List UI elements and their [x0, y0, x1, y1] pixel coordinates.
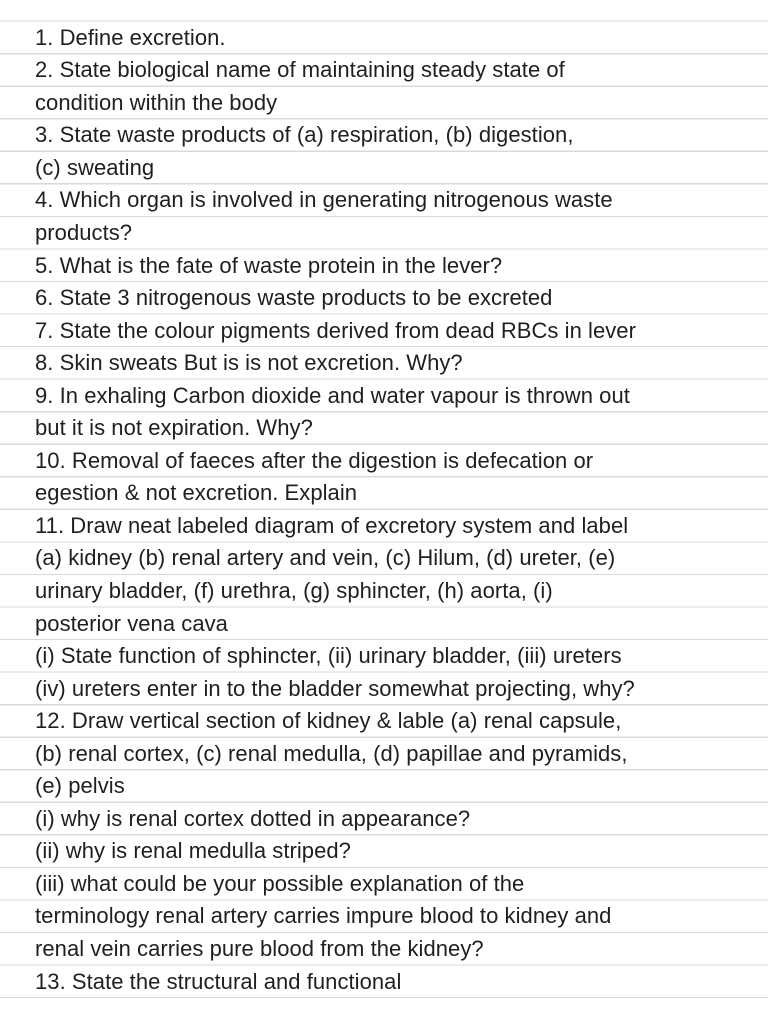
text-line: 11. Draw neat labeled diagram of excretory system and label [35, 512, 629, 538]
text-line: (e) pelvis [35, 773, 125, 799]
text-line: 6. State 3 nitrogenous waste products to be excreted [35, 285, 553, 311]
text-line: renal vein carries pure blood from the kidney? [35, 936, 484, 961]
text-line: 12. Draw vertical section of kidney & lable (a) renal capsule, [35, 708, 622, 734]
text-line: 3. State waste products of (a) respiration, (b) digestion, [35, 122, 574, 148]
text-line: (ii) why is renal medulla striped? [35, 838, 351, 864]
text-line: but it is not expiration. Why? [35, 415, 313, 441]
text-line: (iii) what could be your possible explanation of the [35, 870, 525, 896]
text-line: (c) sweating [35, 154, 155, 180]
text-line: (a) kidney (b) renal artery and vein, (c) Hilum, (d) ureter, (e) [35, 545, 616, 571]
text-line: 7. State the colour pigments derived from dead RBCs in lever [35, 317, 636, 343]
text-line: (i) why is renal cortex dotted in appearance? [35, 805, 471, 831]
text-line: (i) State function of sphincter, (ii) urinary bladder, (iii) ureters [35, 643, 622, 669]
text-line: condition within the body [35, 89, 278, 115]
text-line: (b) renal cortex, (c) renal medulla, (d) papillae and pyramids, [35, 740, 628, 766]
text-line: urinary bladder, (f) urethra, (g) sphincter, (h) aorta, (i) [35, 577, 553, 603]
question-list [35, 22, 760, 998]
text-line: terminology renal artery carries impure blood to kidney and [35, 903, 612, 929]
text-line: egestion & not excretion. Explain [35, 480, 358, 506]
text-line: 8. Skin sweats But is is not excretion. Why? [35, 350, 463, 376]
text-line: 5. What is the fate of waste protein in the lever? [35, 252, 503, 278]
text-line: 1. Define excretion. [35, 24, 226, 50]
text-line: 2. State biological name of maintaining steady state of [35, 57, 565, 83]
text-line: products? [35, 219, 133, 245]
text-line: 13. State the structural and functional [35, 968, 402, 994]
text-line: 4. Which organ is involved in generating nitrogenous waste [35, 187, 613, 213]
text-line: posterior vena cava [35, 610, 228, 636]
text-line: 9. In exhaling Carbon dioxide and water vapour is thrown out [35, 382, 630, 408]
text-line: (iv) ureters enter in to the bladder somewhat projecting, why? [35, 675, 635, 701]
text-line: 10. Removal of faeces after the digestion is defecation or [35, 447, 594, 473]
